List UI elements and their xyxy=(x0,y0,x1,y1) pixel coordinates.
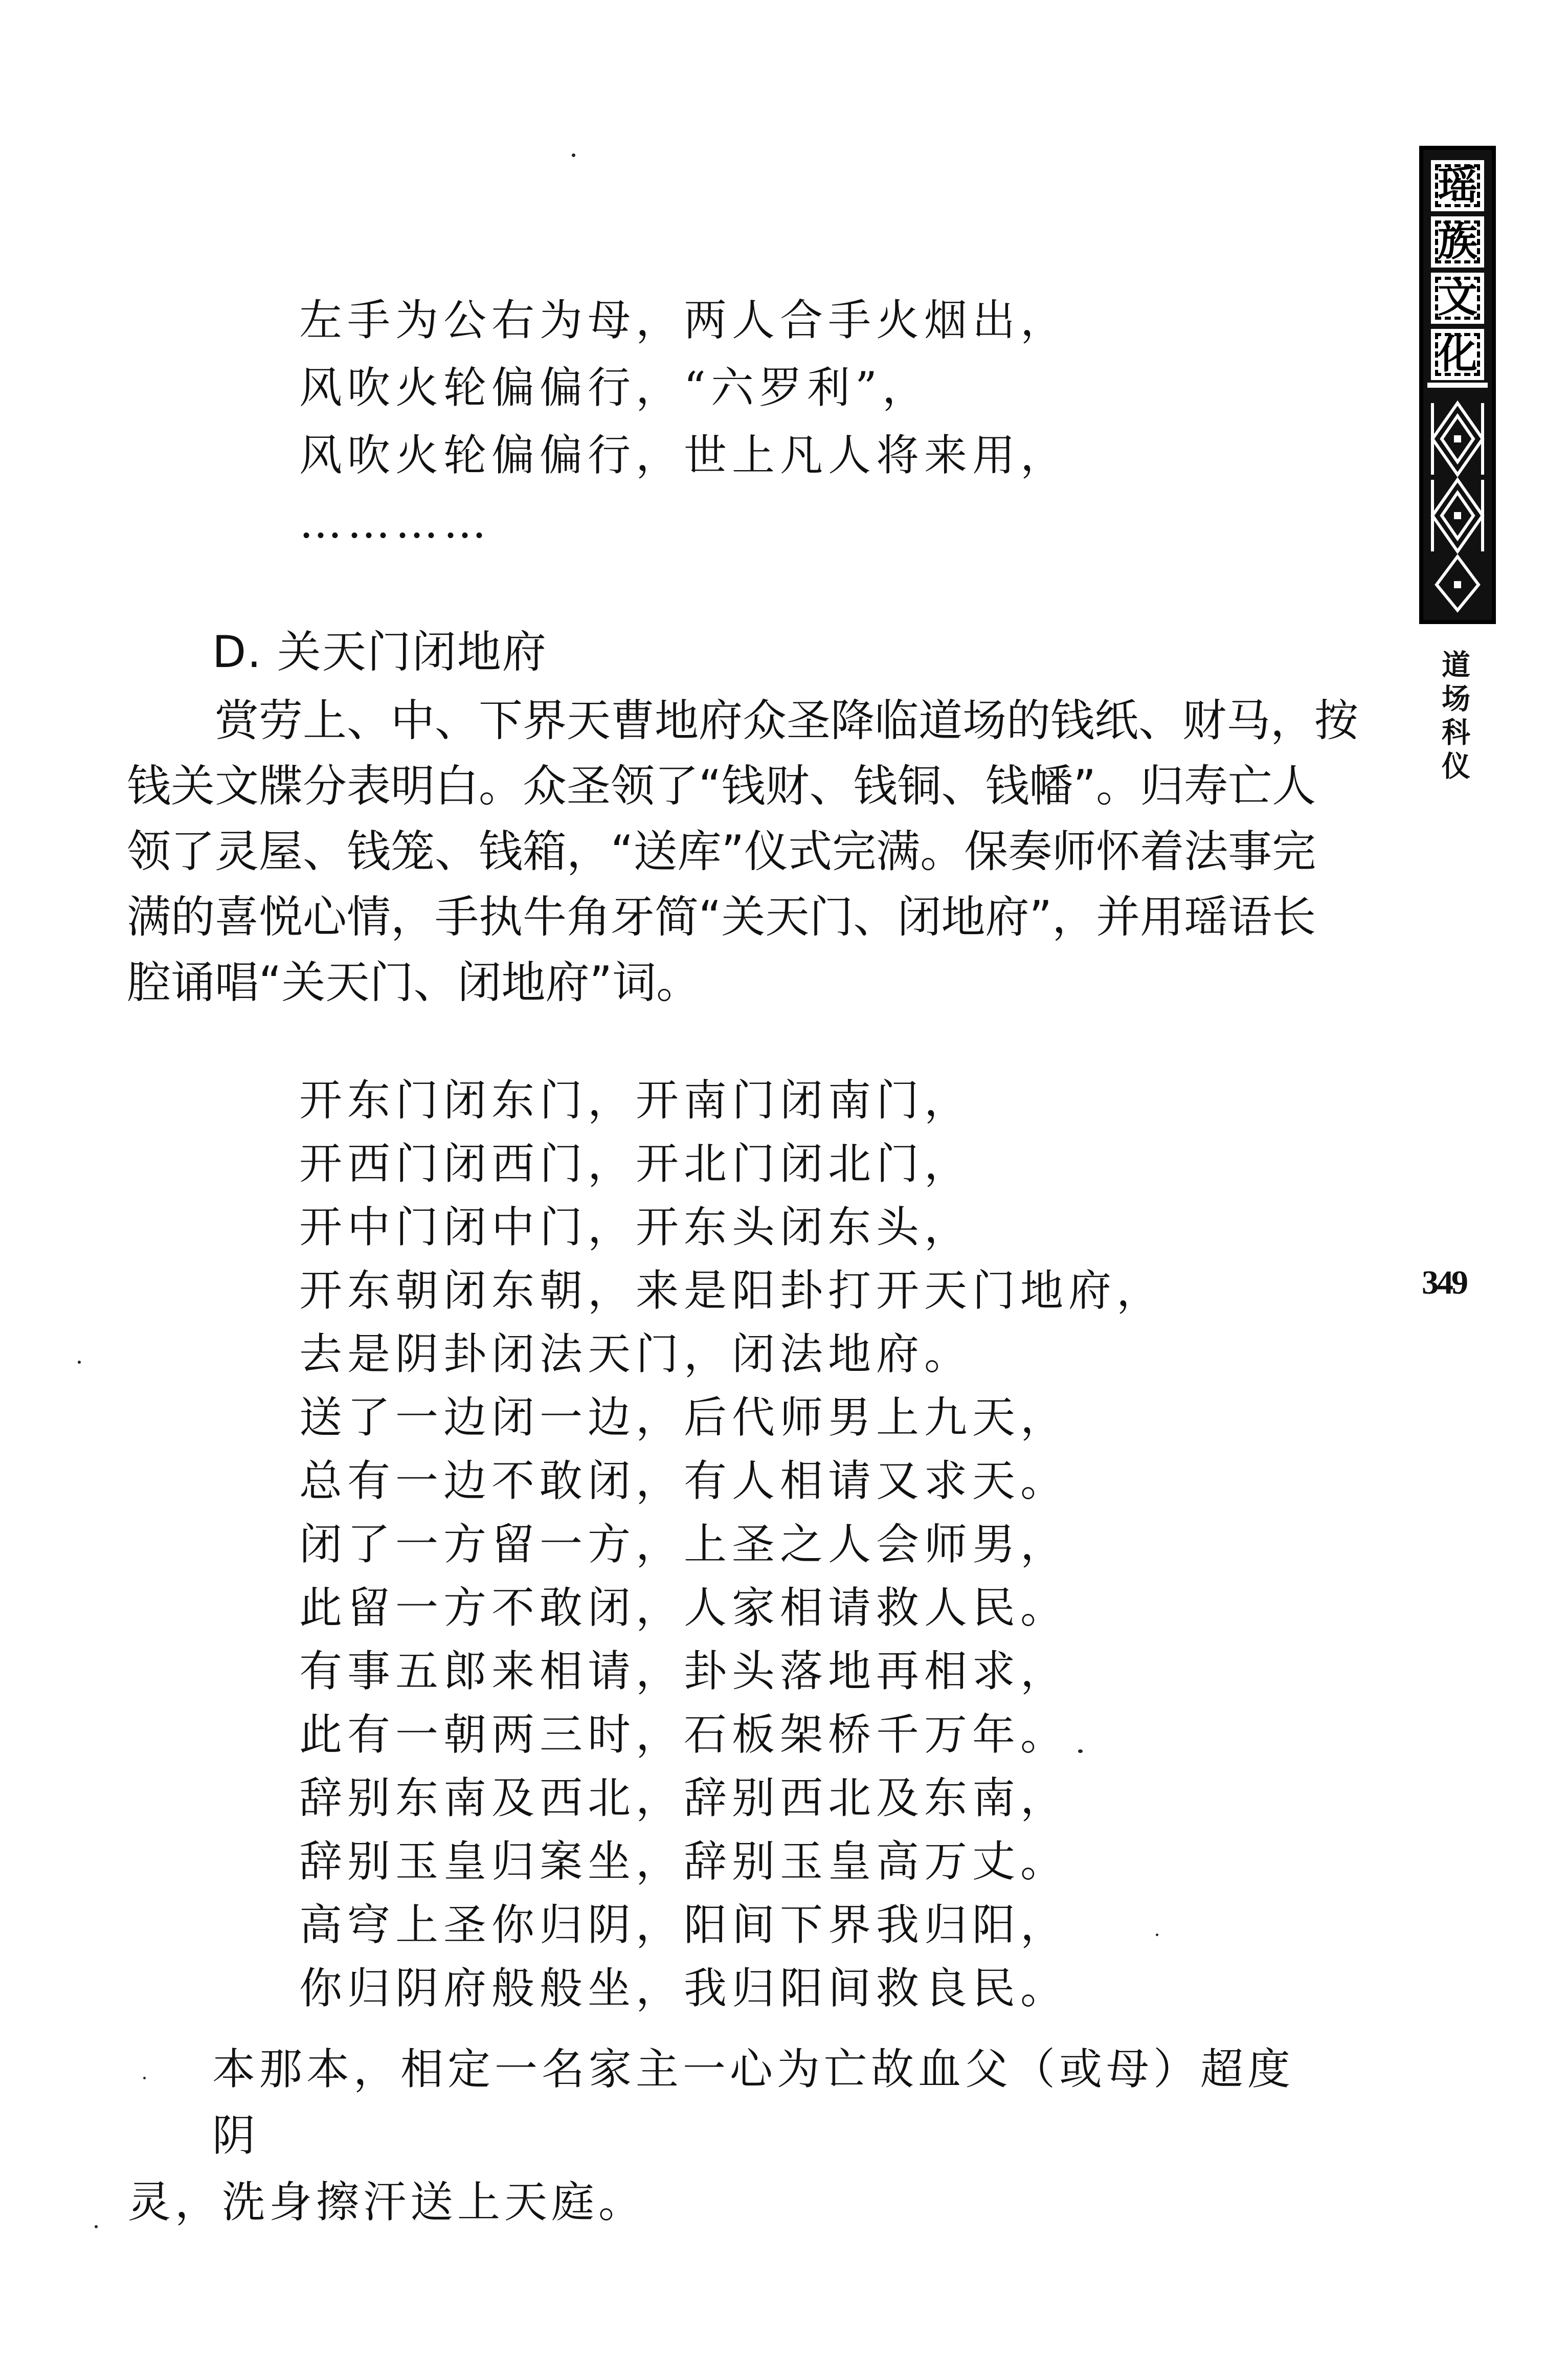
page-number: 349 xyxy=(1422,1264,1466,1301)
verse-line: 开东门闭东门，开南门闭南门， xyxy=(299,1075,973,1125)
verse-line: 左手为公右为母，两人合手火烟出， xyxy=(299,295,1069,345)
verse-line: 辞别玉皇归案坐，辞别玉皇高万丈。 xyxy=(299,1836,1069,1886)
verse-line: 有事五郎来相请，卦头落地再相求， xyxy=(299,1646,1069,1696)
verse-line: 辞别东南及西北，辞别西北及东南， xyxy=(299,1773,1069,1823)
scan-speck xyxy=(1156,1934,1158,1936)
verse-line: 高穹上圣你归阴，阳间下界我归阳， xyxy=(299,1900,1069,1950)
verse-line: 总有一边不敢闭，有人相请又求天。 xyxy=(299,1456,1069,1506)
verse-line: 送了一边闭一边，后代师男上九天， xyxy=(299,1392,1069,1442)
paragraph-line: 满的喜悦心情，手执牛角牙简“关天门、闭地府”，并用瑶语长 xyxy=(127,892,1316,943)
paragraph-line: 赏劳上、中、下界天曹地府众圣降临道场的钱纸、财马，按 xyxy=(127,695,1358,746)
scan-speck xyxy=(78,1361,81,1364)
closing-paragraph xyxy=(128,2036,1337,2235)
verse-line: 风吹火轮偏偏行，“六罗利”， xyxy=(299,363,930,413)
paragraph-line: 领了灵屋、钱笼、钱箱，“送库”仪式完满。保奏师怀着法事完 xyxy=(127,826,1316,877)
paragraph-line: 钱关文牒分表明白。众圣领了“钱财、钱铜、钱幡”。归寿亡人 xyxy=(127,761,1316,812)
scan-speck xyxy=(95,2225,98,2228)
band-title-char: 瑶 xyxy=(1431,160,1484,211)
scan-speck xyxy=(1078,1749,1083,1753)
margin-band-logo xyxy=(1419,146,1496,624)
closing-line: 本那本，相定一名家主一心为亡故血父（或母）超度阴 xyxy=(212,2044,1295,2161)
verse-line: 此有一朝两三时，石板架桥千万年。 xyxy=(299,1710,1069,1760)
band-title-char: 文 xyxy=(1431,273,1484,324)
closing-line: 灵，洗身擦汗送上天庭。 xyxy=(128,2177,646,2227)
verse-top xyxy=(299,286,1322,557)
verse-line: 你归阴府般般坐，我归阳间救良民。 xyxy=(299,1963,1069,2013)
scan-speck xyxy=(143,2077,146,2079)
verse-line: 此留一方不敢闭，人家相请救人民。 xyxy=(299,1583,1069,1633)
verse-main xyxy=(299,1067,1322,2018)
verse-line: 闭了一方留一方，上圣之人会师男， xyxy=(299,1519,1069,1569)
verse-line: 开中门闭中门，开东头闭东头， xyxy=(299,1202,973,1252)
band-title xyxy=(1427,158,1488,388)
section-label: 道场科仪 xyxy=(1437,650,1471,785)
band-title-char: 族 xyxy=(1431,216,1484,268)
section-heading: D. 关天门闭地府 xyxy=(212,627,547,678)
band-title-char: 化 xyxy=(1431,329,1484,380)
verse-line: 开东朝闭东朝，来是阳卦打开天门地府， xyxy=(299,1266,1165,1316)
section-paragraph xyxy=(127,688,1358,1015)
verse-line: 去是阴卦闭法天门，闭法地府。 xyxy=(299,1329,973,1379)
verse-line: 开西门闭西门，开北门闭北门， xyxy=(299,1139,973,1189)
verse-line: 风吹火轮偏偏行，世上凡人将来用， xyxy=(299,430,1069,480)
scan-speck xyxy=(572,153,575,157)
diamond-pattern-icon xyxy=(1427,398,1488,613)
verse-ellipsis: ………… xyxy=(299,498,491,548)
paragraph-line: 腔诵唱“关天门、闭地府”词。 xyxy=(127,957,701,1008)
